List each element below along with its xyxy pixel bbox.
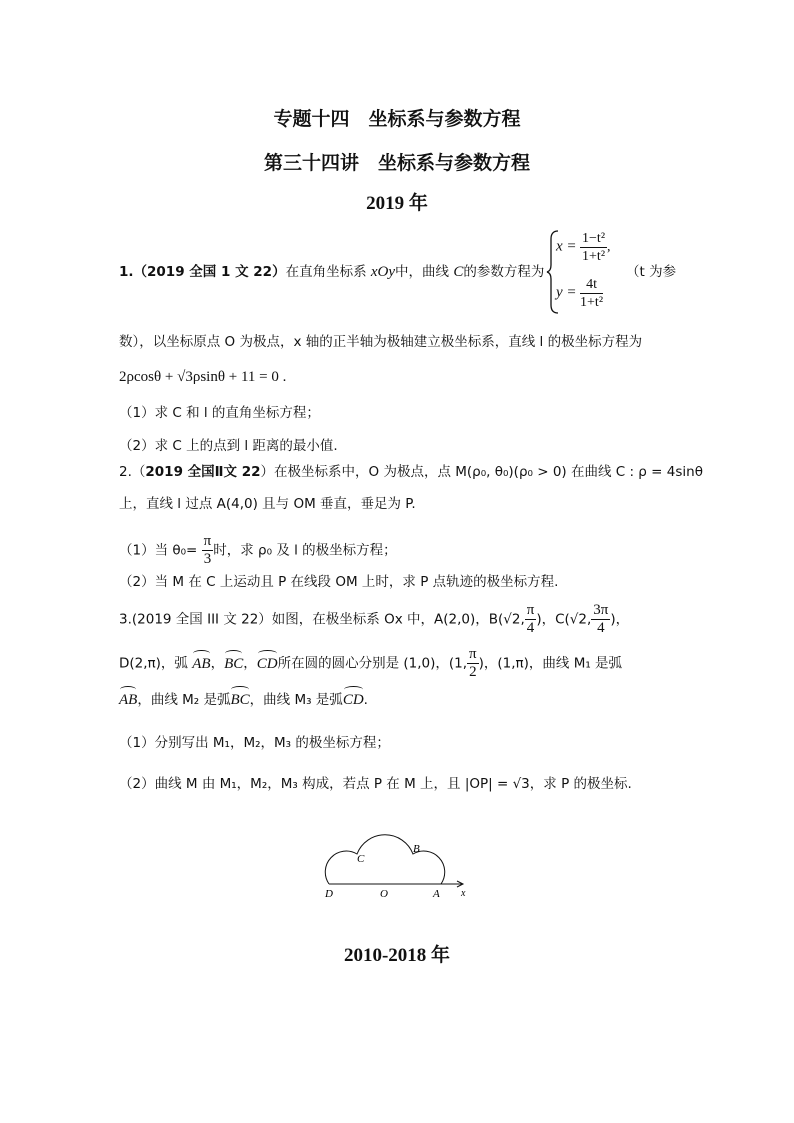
arc-bc: BC — [224, 655, 244, 672]
year-heading: 2019 年 — [366, 193, 428, 214]
arc-cd: CD — [256, 655, 278, 672]
year-range-heading: 2010-2018 年 — [343, 945, 451, 966]
arc-bc-2: BC — [230, 692, 250, 708]
arc-cd-2: CD — [342, 692, 364, 708]
problem3-question2: （2）曲线 M 由 M₁，M₂，M₃ 构成，若点 P 在 M 上，且 |OP| = √3，求 P 的极坐标. — [119, 776, 632, 792]
chapter-title: 专题十四 坐标系与参数方程 — [273, 108, 521, 130]
lecture-title: 第三十四讲 坐标系与参数方程 — [263, 152, 530, 174]
problem1-question2: （2）求 C 上的点到 l 距离的最小值. — [119, 438, 338, 454]
problem1-line1: 1.（2019 全国 1 文 22）在直角坐标系 xOy中，曲线 C的参数方程为 — [119, 264, 545, 280]
label-x: x — [461, 888, 466, 899]
problem1-question1: （1）求 C 和 l 的直角坐标方程； — [119, 405, 320, 421]
arc-ab: AB — [192, 655, 211, 672]
label-d: D — [325, 888, 333, 900]
curve-m — [325, 835, 444, 884]
param-x: x = $\frac{\text{1−t²}}{\text{1+t²}}$ , — [556, 231, 611, 264]
param-y: y = $\frac{4t}{\text{1+t²}}$ — [556, 277, 604, 310]
label-o: O — [380, 888, 388, 900]
label-b: B — [413, 843, 420, 855]
problem2-line1: 2.（2019 全国Ⅱ文 22）在极坐标系中，O 为极点，点 M(ρ₀, θ₀)(ρ₀ > 0) 在曲线 C : ρ = 4sinθ — [119, 464, 703, 480]
problem3-line3: AB，曲线 M₂ 是弧BC，曲线 M₃ 是弧CD. — [119, 692, 368, 708]
problem1-source: 1.（2019 全国 1 文 22） — [119, 264, 286, 280]
problem1-equation: 2ρcosθ + √3ρsinθ + 11 = 0 . — [119, 369, 287, 385]
arc-ab-2: AB — [119, 692, 138, 708]
problem2-line2: 上，直线 l 过点 A(4,0) 且与 OM 垂直，垂足为 P. — [119, 496, 416, 512]
label-c: C — [357, 853, 365, 865]
problem1-line2: 数），以坐标原点 O 为极点，x 轴的正半轴为极轴建立极坐标系，直线 l 的极坐标方程为 — [119, 334, 643, 350]
polar-curve-figure — [317, 806, 477, 914]
problem3-line1: 3.(2019 全国 III 文 22）如图，在极坐标系 Ox 中，A(2,0)，B(√2, $\frac{\pi}{4}$ )，C(√2, $\frac{3\pi}{4}$ )， — [119, 602, 630, 636]
problem1-suffix: （t 为参 — [626, 264, 677, 280]
problem2-source: 2019 全国Ⅱ文 22 — [145, 464, 261, 480]
label-a: A — [433, 888, 440, 900]
problem3-question1: （1）分别写出 M₁，M₂，M₃ 的极坐标方程； — [119, 735, 390, 751]
problem2-question1: （1）当 θ₀= $\frac{\pi}{3}$ 时，求 ρ₀ 及 l 的极坐标方程； — [119, 533, 397, 567]
problem2-question2: （2）当 M 在 C 上运动且 P 在线段 OM 上时，求 P 点轨迹的极坐标方程. — [119, 574, 559, 590]
problem3-line2: D(2,π)，弧 AB，BC，CD所在圆的圆心分别是 (1,0)，(1, $\frac{\pi}{2}$ )，(1,π)，曲线 M₁ 是弧 — [119, 646, 623, 680]
